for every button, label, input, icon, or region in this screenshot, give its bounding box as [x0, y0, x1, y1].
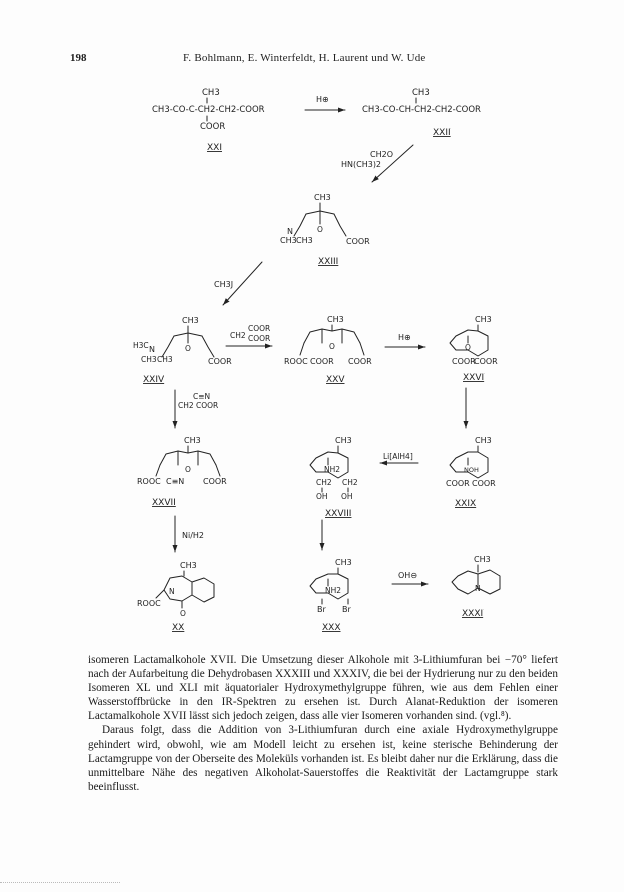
- label-XX: XX: [172, 623, 185, 633]
- label-XXV: XXV: [326, 375, 345, 385]
- label-XXVII: XXVII: [152, 498, 176, 508]
- label-XXVI: XXVI: [463, 373, 485, 383]
- svg-text:COOR: COOR: [310, 357, 334, 366]
- reagent-oh-minus: OH⊖: [398, 571, 418, 580]
- compound-XXI: [152, 88, 265, 153]
- compound-XXII: [362, 88, 481, 138]
- svg-text:CH3: CH3: [184, 436, 201, 445]
- svg-text:O: O: [180, 609, 186, 618]
- body-text: [88, 653, 558, 794]
- reagent-h-plus-1: H⊕: [316, 95, 329, 104]
- compound-XXIII: [280, 193, 370, 267]
- svg-text:COOR: COOR: [346, 237, 370, 246]
- svg-text:Br: Br: [342, 605, 351, 614]
- xxi-coor: COOR: [200, 122, 226, 132]
- svg-text:CH3: CH3: [475, 436, 492, 445]
- svg-text:CH3: CH3: [180, 561, 197, 570]
- reagent-h-plus-2: H⊕: [398, 333, 411, 342]
- svg-text:O: O: [465, 343, 471, 352]
- xxi-chain: CH3-CO-C-CH2-CH2-COOR: [152, 105, 265, 115]
- svg-text:COOR: COOR: [248, 324, 271, 333]
- svg-text:COOR: COOR: [452, 357, 476, 366]
- svg-text:CH3: CH3: [280, 236, 297, 245]
- label-XXIX: XXIX: [455, 499, 477, 509]
- svg-text:OH: OH: [316, 492, 328, 501]
- compound-XXIV: [133, 316, 232, 385]
- svg-text:C≡N: C≡N: [193, 392, 211, 401]
- svg-text:N: N: [149, 345, 155, 354]
- label-XXI: XXI: [207, 143, 222, 153]
- svg-text:N: N: [169, 587, 175, 596]
- svg-text:NH2: NH2: [324, 465, 341, 474]
- svg-text:CH3: CH3: [296, 236, 313, 245]
- svg-text:NH2: NH2: [325, 586, 342, 595]
- footer-rule: [0, 882, 120, 883]
- svg-text:CH3: CH3: [157, 355, 173, 364]
- xxii-ch3: CH3: [412, 88, 430, 98]
- svg-text:CH2: CH2: [342, 478, 358, 487]
- compound-XXVIII: [310, 436, 358, 519]
- compound-XXV: [284, 315, 372, 385]
- svg-text:COOR: COOR: [196, 401, 219, 410]
- xxii-chain: CH3-CO-CH-CH2-CH2-COOR: [362, 105, 481, 115]
- svg-text:CH3: CH3: [314, 193, 331, 202]
- paragraph-2: Daraus folgt, dass die Addition von 3-Lithiumfuran durch eine axiale Hydroxymethylgruppe gehindert wird, obwohl, wie am Modell leicht zu ersehen ist, keine sterische Behinderung der Lactamgruppe von der Oberseite des Moleküls vorhanden ist. Es bleibt daher nur die Erklärung, dass die unmittelbare Nähe des negativen Alkoholat-Sauerstoffes die Reaktivität der Lactamgruppe stark beeinflusst.: [88, 724, 558, 793]
- svg-text:COOR: COOR: [472, 479, 496, 488]
- compound-XXIX: [446, 436, 496, 509]
- compound-XX: [137, 561, 214, 633]
- svg-text:N: N: [475, 584, 481, 593]
- xxi-ch3: CH3: [202, 88, 220, 98]
- compound-XXVI: [450, 315, 498, 383]
- reagent-nih2: Ni/H2: [182, 531, 205, 540]
- compound-XXX: [310, 558, 352, 633]
- reagent-ch3j: CH3J: [214, 280, 234, 289]
- reagent-hnme2: HN(CH3)2: [341, 160, 382, 169]
- svg-text:CH3: CH3: [335, 436, 352, 445]
- label-XXVIII: XXVIII: [325, 509, 352, 519]
- svg-text:COOR: COOR: [203, 477, 227, 486]
- svg-text:CH3: CH3: [141, 355, 157, 364]
- reagent-lialh4: Li[AlH4]: [383, 452, 413, 461]
- svg-text:O: O: [317, 225, 323, 234]
- svg-text:COOR: COOR: [474, 357, 498, 366]
- svg-text:COOR: COOR: [208, 357, 232, 366]
- svg-text:CH3: CH3: [182, 316, 199, 325]
- svg-text:Br: Br: [317, 605, 326, 614]
- label-XXXI: XXXI: [462, 609, 484, 619]
- svg-text:C≡N: C≡N: [166, 477, 185, 486]
- svg-text:CH2: CH2: [178, 401, 194, 410]
- svg-text:O: O: [329, 342, 335, 351]
- svg-text:NOH: NOH: [464, 466, 479, 474]
- svg-text:CH2: CH2: [316, 478, 332, 487]
- compound-XXXI: [452, 555, 500, 619]
- page-number: 198: [70, 52, 87, 64]
- label-XXX: XXX: [322, 623, 341, 633]
- svg-text:COOR: COOR: [446, 479, 470, 488]
- svg-text:O: O: [185, 465, 191, 474]
- reagent-ch2o: CH2O: [370, 150, 393, 159]
- svg-text:H3C: H3C: [133, 341, 149, 350]
- svg-text:ROOC: ROOC: [137, 599, 161, 608]
- svg-text:COOR: COOR: [248, 334, 271, 343]
- svg-text:CH3: CH3: [474, 555, 491, 564]
- label-XXII: XXII: [433, 128, 451, 138]
- svg-text:CH3: CH3: [335, 558, 352, 567]
- svg-text:N: N: [287, 227, 293, 236]
- svg-text:CH3: CH3: [327, 315, 344, 324]
- svg-text:O: O: [185, 344, 191, 353]
- paragraph-1: isomeren Lactamalkohole XVII. Die Umsetzung dieser Alkohole mit 3-Lithiumfuran bei −70° liefert nach der Aufarbeitung die Dehydrobasen XXXIII und XXXIV, die bei der Hydrierung nur zu den beiden Isomeren XL und XLI mit äquatorialer Hydroxymethylgruppe führen, wie aus dem Fehlen einer Wasserstoffbrücke in den IR-Spektren zu ersehen ist. Durch Alanat-Reduktion der isomeren Lactamalkohole XVII lässt sich jedoch zeigen, dass alle vier Isomeren vorhanden sind. (vgl.⁸).: [88, 654, 558, 723]
- svg-text:ROOC: ROOC: [284, 357, 308, 366]
- svg-text:CH2: CH2: [230, 331, 246, 340]
- label-XXIII: XXIII: [318, 257, 339, 267]
- svg-text:CH3: CH3: [475, 315, 492, 324]
- running-head-authors: F. Bohlmann, E. Winterfeldt, H. Laurent und W. Ude: [183, 52, 426, 64]
- svg-text:COOR: COOR: [348, 357, 372, 366]
- svg-text:ROOC: ROOC: [137, 477, 161, 486]
- svg-text:OH: OH: [341, 492, 353, 501]
- compound-XXVII: [137, 436, 227, 508]
- label-XXIV: XXIV: [143, 375, 165, 385]
